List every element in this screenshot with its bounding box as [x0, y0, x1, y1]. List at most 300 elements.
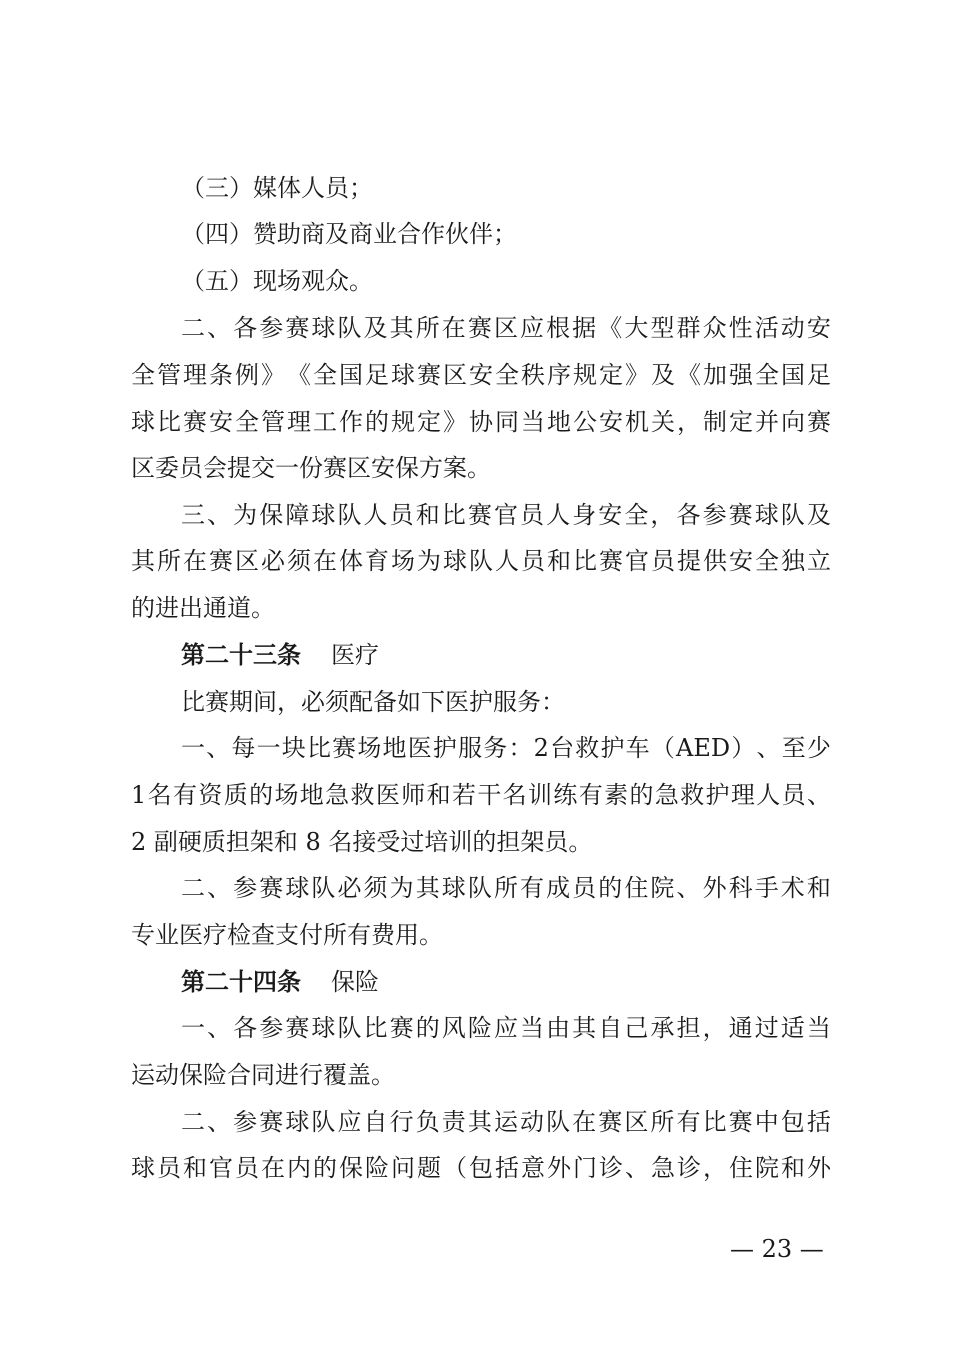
glyph: 和 [415, 501, 440, 529]
glyph: 有 [520, 874, 545, 902]
glyph: 比 [157, 408, 181, 436]
article-number: 第二十四条 [181, 967, 301, 996]
glyph: 若 [451, 781, 476, 809]
glyph: 关 [651, 408, 675, 436]
glyph: 球 [754, 501, 779, 529]
glyph: 和 [781, 1154, 805, 1182]
glyph: 人 [546, 501, 571, 529]
article-heading-24 [181, 964, 379, 1000]
glyph: 有 [173, 781, 197, 809]
glyph: 机 [625, 408, 649, 436]
glyph: 球 [441, 874, 466, 902]
glyph: 车 [625, 734, 650, 762]
glyph: 住 [729, 1154, 753, 1182]
glyph: 区 [235, 547, 259, 575]
glyph: 的 [313, 1154, 337, 1182]
glyph: 制 [703, 408, 727, 436]
article-title: 保险 [331, 968, 379, 996]
glyph: 员 [572, 874, 597, 902]
glyph: 外 [547, 1154, 571, 1182]
glyph: 球 [285, 1108, 310, 1136]
glyph: 提 [677, 547, 701, 575]
paragraph-line [181, 310, 831, 346]
glyph: 题 [417, 1154, 441, 1182]
glyph: 负 [415, 1108, 440, 1136]
glyph: 协 [469, 408, 493, 436]
glyph: 师 [401, 781, 426, 809]
glyph: 国 [781, 361, 805, 389]
glyph: 各 [676, 501, 701, 529]
glyph: 资 [198, 781, 223, 809]
paragraph-line [181, 730, 831, 766]
glyph: 》 [443, 408, 467, 436]
glyph: 条 [209, 361, 233, 389]
glyph: 育 [365, 547, 389, 575]
glyph: 三 [181, 501, 205, 529]
glyph: ： [508, 734, 533, 762]
glyph: 全 [313, 361, 337, 389]
glyph: 人 [756, 781, 781, 809]
glyph: 球 [285, 874, 310, 902]
glyph: 应 [337, 1108, 362, 1136]
glyph: 安 [806, 314, 831, 342]
paragraph-line [181, 1104, 831, 1140]
glyph: 当 [521, 408, 545, 436]
glyph: 并 [755, 408, 779, 436]
paragraph-line: 2 副硬质担架和 8 名接受过培训的担架员。 [131, 828, 593, 856]
glyph: 参 [233, 874, 258, 902]
glyph: 诊 [677, 1154, 701, 1182]
glyph: 例 [235, 361, 259, 389]
glyph: 地 [547, 408, 571, 436]
glyph: 门 [573, 1154, 597, 1182]
glyph: 承 [650, 1014, 675, 1042]
glyph: 所 [650, 1108, 675, 1136]
glyph: 动 [520, 1108, 545, 1136]
article-number: 第二十三条 [181, 640, 301, 669]
glyph: 所 [157, 547, 181, 575]
glyph: 为 [233, 501, 258, 529]
glyph: 名 [502, 781, 527, 809]
glyph: 比 [306, 734, 331, 762]
glyph: 比 [702, 1108, 727, 1136]
glyph: 各 [233, 1014, 258, 1042]
glyph: 理 [730, 781, 755, 809]
glyph: 赛 [467, 501, 492, 529]
list-item-media: （三）媒体人员； [181, 174, 373, 202]
glyph: 险 [467, 1014, 492, 1042]
glyph: ， [702, 1014, 727, 1042]
glyph: 球 [311, 314, 336, 342]
glyph: 括 [806, 1108, 831, 1136]
paragraph-line [131, 404, 831, 440]
glyph: （ [443, 1154, 467, 1182]
glyph: 身 [572, 501, 597, 529]
glyph: 、 [207, 874, 232, 902]
paragraph-line [181, 497, 831, 533]
glyph: 名 [147, 781, 172, 809]
glyph: 国 [339, 361, 363, 389]
list-item-audience: （五）现场观众。 [181, 267, 373, 295]
glyph: 场 [274, 781, 299, 809]
glyph: 赛 [259, 874, 284, 902]
glyph: 须 [287, 547, 311, 575]
paragraph-line: 区委员会提交一份赛区安保方案。 [131, 454, 491, 482]
glyph: 动 [780, 314, 805, 342]
glyph: （ [650, 734, 675, 762]
glyph: 比 [441, 501, 466, 529]
glyph: 队 [469, 547, 493, 575]
glyph: 球 [311, 1014, 336, 1042]
glyph: 在 [441, 314, 466, 342]
glyph: 场 [357, 734, 382, 762]
glyph: 区 [624, 1108, 649, 1136]
glyph: 所 [415, 314, 440, 342]
glyph: 质 [223, 781, 248, 809]
paragraph-line: 运动保险合同进行覆盖。 [131, 1061, 395, 1089]
glyph: 官 [209, 1154, 233, 1182]
glyph: 序 [547, 361, 571, 389]
glyph: 诊 [599, 1154, 623, 1182]
glyph: 意 [521, 1154, 545, 1182]
glyph: 群 [676, 314, 701, 342]
glyph: 有 [676, 1108, 701, 1136]
glyph: 及 [651, 361, 675, 389]
glyph: 官 [493, 501, 518, 529]
glyph: 区 [443, 361, 467, 389]
glyph: 中 [754, 1108, 779, 1136]
glyph: 理 [183, 361, 207, 389]
glyph: 赛 [417, 361, 441, 389]
glyph: 供 [703, 547, 727, 575]
glyph: 赛 [599, 547, 623, 575]
glyph: 规 [391, 408, 415, 436]
glyph: 在 [572, 1108, 597, 1136]
glyph: 急 [654, 781, 679, 809]
glyph: 二 [181, 874, 205, 902]
glyph: 、 [207, 501, 232, 529]
glyph: 二 [181, 314, 205, 342]
glyph: 全 [131, 361, 155, 389]
glyph: 安 [598, 501, 623, 529]
glyph: 每 [231, 734, 256, 762]
glyph: 必 [261, 547, 285, 575]
glyph: 必 [337, 874, 362, 902]
glyph: 责 [441, 1108, 466, 1136]
glyph: 风 [441, 1014, 466, 1042]
glyph: 、 [676, 874, 701, 902]
glyph: 术 [780, 874, 805, 902]
glyph: 安 [729, 547, 753, 575]
glyph: 外 [807, 1154, 831, 1182]
glyph: 己 [624, 1014, 649, 1042]
glyph: 足 [807, 361, 831, 389]
glyph: 担 [676, 1014, 701, 1042]
glyph: 救 [575, 734, 600, 762]
glyph: 向 [781, 408, 805, 436]
glyph: 球 [131, 408, 155, 436]
glyph: 其 [572, 1014, 597, 1042]
glyph: 、 [756, 734, 781, 762]
glyph: 根 [546, 314, 571, 342]
paragraph-line [131, 543, 831, 579]
glyph: 赛 [183, 408, 207, 436]
glyph: 训 [528, 781, 553, 809]
glyph: 队 [337, 1014, 362, 1042]
glyph: 场 [391, 547, 415, 575]
glyph: 护 [600, 734, 625, 762]
glyph: 管 [157, 361, 181, 389]
glyph: 务 [483, 734, 508, 762]
glyph: 全 [235, 408, 259, 436]
glyph: 赛 [259, 1108, 284, 1136]
paragraph-line [131, 777, 831, 813]
glyph: 规 [573, 361, 597, 389]
glyph: 大 [624, 314, 649, 342]
glyph: 1 [131, 781, 147, 809]
glyph: 、 [625, 1154, 649, 1182]
glyph: 工 [313, 408, 337, 436]
glyph: 队 [780, 501, 805, 529]
glyph: 队 [311, 874, 336, 902]
glyph: 自 [598, 1014, 623, 1042]
glyph: 运 [493, 1108, 518, 1136]
glyph: 安 [469, 361, 493, 389]
glyph: 、 [806, 781, 831, 809]
glyph: 至 [781, 734, 806, 762]
glyph: 外 [702, 874, 727, 902]
glyph: 赛 [598, 1108, 623, 1136]
glyph: 的 [249, 781, 274, 809]
glyph: 成 [546, 874, 571, 902]
glyph: 球 [311, 501, 336, 529]
glyph: 全 [755, 547, 779, 575]
glyph: 众 [702, 314, 727, 342]
glyph: 型 [650, 314, 675, 342]
glyph: 保 [259, 501, 284, 529]
glyph: 科 [728, 874, 753, 902]
glyph: 赛 [285, 1014, 310, 1042]
glyph: 秩 [521, 361, 545, 389]
glyph: 的 [598, 874, 623, 902]
glyph: ） [731, 734, 756, 762]
glyph: 赛 [285, 314, 310, 342]
glyph: 练 [553, 781, 578, 809]
paragraph-line: 专业医疗检查支付所有费用。 [131, 921, 443, 949]
glyph: 比 [363, 1014, 388, 1042]
glyph: 同 [495, 408, 519, 436]
glyph: 包 [469, 1154, 493, 1182]
glyph: 一 [181, 1014, 205, 1042]
glyph: 性 [728, 314, 753, 342]
glyph: 和 [806, 874, 831, 902]
glyph: 员 [520, 501, 545, 529]
glyph: 加 [703, 361, 727, 389]
glyph: 和 [426, 781, 451, 809]
glyph: ， [677, 408, 701, 436]
glyph: 及 [363, 314, 388, 342]
paragraph-line [131, 1150, 831, 1186]
glyph: 参 [259, 1014, 284, 1042]
glyph: 险 [365, 1154, 389, 1182]
glyph: 据 [572, 314, 597, 342]
glyph: 为 [417, 547, 441, 575]
glyph: 障 [285, 501, 310, 529]
glyph: AED [676, 734, 731, 762]
glyph: 全 [495, 361, 519, 389]
glyph: 员 [521, 547, 545, 575]
glyph: 立 [807, 547, 831, 575]
glyph: 手 [754, 874, 779, 902]
glyph: 管 [261, 408, 285, 436]
glyph: 应 [493, 1014, 518, 1042]
glyph: 护 [432, 734, 457, 762]
glyph: 活 [754, 314, 779, 342]
glyph: 队 [467, 874, 492, 902]
glyph: 地 [382, 734, 407, 762]
glyph: 由 [546, 1014, 571, 1042]
page-number: — 23 — [730, 1235, 824, 1263]
glyph: 在 [261, 1154, 285, 1182]
glyph: 参 [259, 314, 284, 342]
glyph: 作 [339, 408, 363, 436]
glyph: 赛 [728, 501, 753, 529]
glyph: 其 [415, 874, 440, 902]
glyph: 理 [287, 408, 311, 436]
glyph: 安 [209, 408, 233, 436]
glyph: 赛 [209, 547, 233, 575]
glyph: 2 [533, 734, 549, 762]
glyph: 一 [256, 734, 281, 762]
glyph: 通 [728, 1014, 753, 1042]
glyph: 队 [337, 501, 362, 529]
glyph: 救 [680, 781, 705, 809]
glyph: 一 [181, 734, 205, 762]
glyph: 适 [780, 1014, 805, 1042]
glyph: 赛 [389, 1014, 414, 1042]
glyph: 过 [754, 1014, 779, 1042]
glyph: 队 [546, 1108, 571, 1136]
glyph: 定 [729, 408, 753, 436]
glyph: 院 [755, 1154, 779, 1182]
glyph: 内 [287, 1154, 311, 1182]
glyph: 员 [235, 1154, 259, 1182]
glyph: 人 [363, 501, 388, 529]
glyph: 急 [325, 781, 350, 809]
glyph: 其 [131, 547, 155, 575]
glyph: 体 [339, 547, 363, 575]
glyph: 其 [467, 1108, 492, 1136]
glyph: 素 [604, 781, 629, 809]
glyph: 球 [443, 547, 467, 575]
glyph: 当 [806, 1014, 831, 1042]
glyph: 地 [299, 781, 324, 809]
glyph: 的 [629, 781, 654, 809]
glyph: 台 [550, 734, 575, 762]
glyph: 比 [573, 547, 597, 575]
glyph: 包 [780, 1108, 805, 1136]
glyph: 赛 [728, 1108, 753, 1136]
glyph: 干 [477, 781, 502, 809]
glyph: 员 [781, 781, 806, 809]
glyph: 人 [495, 547, 519, 575]
glyph: 赛 [332, 734, 357, 762]
glyph: 强 [729, 361, 753, 389]
paragraph-line [131, 357, 831, 393]
glyph: 赛 [807, 408, 831, 436]
glyph: 为 [389, 874, 414, 902]
glyph: 足 [365, 361, 389, 389]
glyph: 定 [599, 361, 623, 389]
glyph: 少 [806, 734, 831, 762]
glyph: 员 [651, 547, 675, 575]
glyph: 赛 [467, 314, 492, 342]
glyph: 独 [781, 547, 805, 575]
glyph: 、 [206, 734, 231, 762]
glyph: 括 [495, 1154, 519, 1182]
glyph: 、 [207, 1108, 232, 1136]
glyph: 医 [375, 781, 400, 809]
glyph: ， [703, 1154, 727, 1182]
glyph: 服 [458, 734, 483, 762]
glyph: 《 [598, 314, 623, 342]
glyph: 队 [311, 1108, 336, 1136]
glyph: 行 [389, 1108, 414, 1136]
glyph: 及 [806, 501, 831, 529]
glyph: 二 [181, 1108, 205, 1136]
glyph: 救 [350, 781, 375, 809]
glyph: 问 [391, 1154, 415, 1182]
glyph: 所 [493, 874, 518, 902]
article-heading-23 [181, 637, 379, 673]
glyph: 》 [261, 361, 285, 389]
glyph: 《 [287, 361, 311, 389]
glyph: 当 [520, 1014, 545, 1042]
glyph: 须 [363, 874, 388, 902]
glyph: 全 [624, 501, 649, 529]
glyph: ， [650, 501, 675, 529]
glyph: 有 [578, 781, 603, 809]
glyph: 球 [391, 361, 415, 389]
glyph: 《 [677, 361, 701, 389]
list-item-sponsors: （四）赞助商及商业合作伙伴； [181, 220, 517, 248]
glyph: 参 [702, 501, 727, 529]
glyph: 自 [363, 1108, 388, 1136]
paragraph-line [181, 870, 831, 906]
glyph: 球 [131, 1154, 155, 1182]
glyph: 住 [624, 874, 649, 902]
glyph: 安 [599, 408, 623, 436]
glyph: 、 [207, 314, 232, 342]
glyph: 急 [651, 1154, 675, 1182]
paragraph-line: 的进出通道。 [131, 594, 275, 622]
glyph: 员 [157, 1154, 181, 1182]
glyph: 应 [520, 314, 545, 342]
glyph: 和 [547, 547, 571, 575]
paragraph-line: 比赛期间，必须配备如下医护服务： [181, 688, 565, 716]
glyph: 官 [625, 547, 649, 575]
glyph: 、 [207, 1014, 232, 1042]
glyph: 护 [705, 781, 730, 809]
glyph: 医 [407, 734, 432, 762]
glyph: 》 [625, 361, 649, 389]
glyph: 其 [389, 314, 414, 342]
glyph: 和 [183, 1154, 207, 1182]
paragraph-line [181, 1010, 831, 1046]
glyph: 公 [573, 408, 597, 436]
article-title: 医疗 [331, 641, 379, 669]
glyph: 队 [337, 314, 362, 342]
